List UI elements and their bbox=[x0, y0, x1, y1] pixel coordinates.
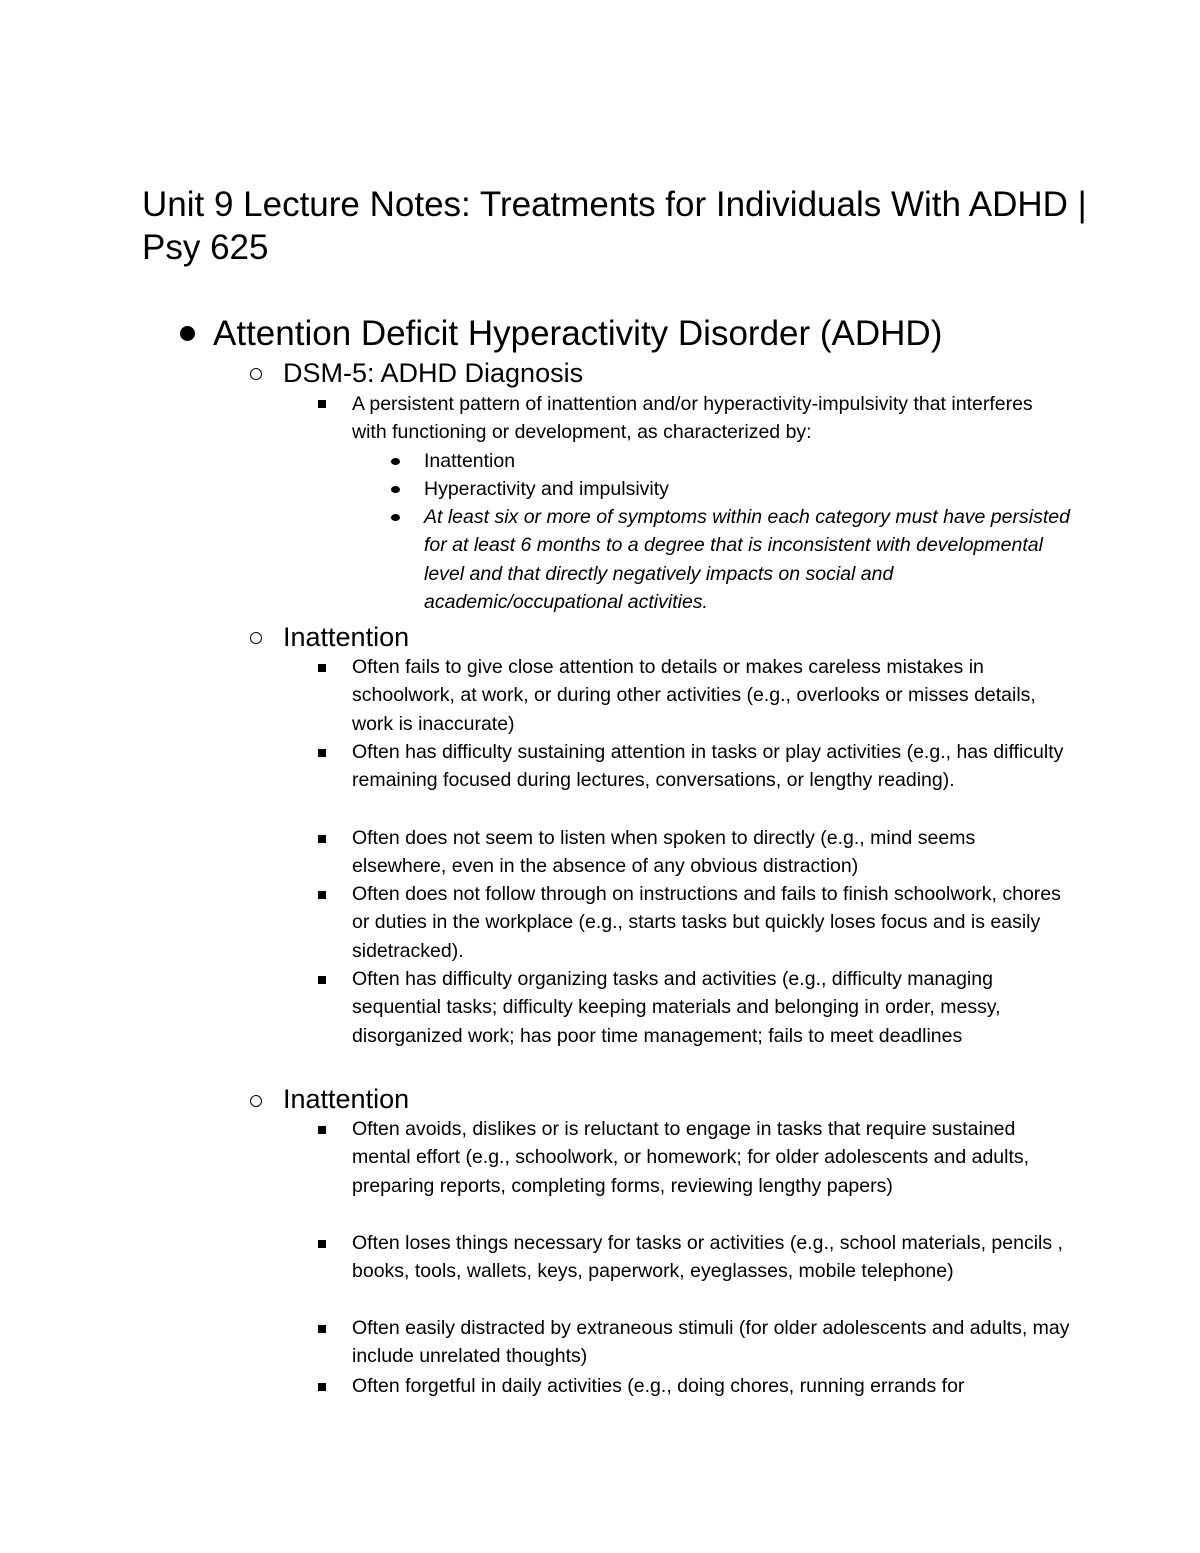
square-bullet-icon bbox=[318, 976, 326, 984]
list-item: Often has difficulty sustaining attention in tasks or play activities (e.g., has difficulty remaining focused during lectures, conversations, or lengthy reading). bbox=[352, 741, 1064, 792]
list-item: A persistent pattern of inattention and/or hyperactivity-impulsivity that interferes with functioning or development, as characterized by: bbox=[352, 393, 1033, 444]
hollow-circle-bullet-icon bbox=[250, 1095, 262, 1107]
list-item: Often fails to give close attention to details or makes careless mistakes in schoolwork, at work, or during other activities (e.g., overlooks or misses details, work is inaccurate) bbox=[352, 656, 1036, 735]
filled-bullet-icon bbox=[391, 458, 400, 465]
hollow-circle-bullet-icon bbox=[250, 632, 262, 644]
list-item: Often does not follow through on instructions and fails to finish schoolwork, chores or duties in the workplace (e.g., starts tasks but quickly loses focus and is easily sidetracked). bbox=[352, 883, 1061, 962]
list-item: Often avoids, dislikes or is reluctant to engage in tasks that require sustained mental effort (e.g., schoolwork, or homework; for older adolescents and adults, preparing reports, completing forms, reviewing lengthy papers) bbox=[352, 1118, 1030, 1197]
sub-list-item: At least six or more of symptoms within each category must have persisted for at least 6 months to a degree that is inconsistent with developmental level and that directly negatively impacts on social and academic/occupational activities. bbox=[424, 506, 1070, 614]
square-bullet-icon bbox=[318, 664, 326, 672]
sub-list-item: Hyperactivity and impulsivity bbox=[424, 478, 669, 500]
section-heading: DSM-5: ADHD Diagnosis bbox=[283, 358, 584, 388]
square-bullet-icon bbox=[318, 1325, 326, 1333]
filled-bullet-icon bbox=[180, 326, 195, 341]
list-item: Often forgetful in daily activities (e.g., doing chores, running errands for bbox=[352, 1375, 965, 1397]
filled-bullet-icon bbox=[391, 514, 400, 521]
list-item: Often has difficulty organizing tasks and activities (e.g., difficulty managing sequential tasks; difficulty keeping materials and belonging in order, messy, disorganized work; has poor time management; fails to meet deadlines bbox=[352, 968, 1001, 1047]
filled-bullet-icon bbox=[391, 486, 400, 493]
square-bullet-icon bbox=[318, 749, 326, 757]
square-bullet-icon bbox=[318, 1383, 326, 1391]
topic-heading: Attention Deficit Hyperactivity Disorder (ADHD) bbox=[213, 314, 943, 353]
square-bullet-icon bbox=[318, 1240, 326, 1248]
list-item: Often loses things necessary for tasks or activities (e.g., school materials, pencils , books, tools, wallets, keys, paperwork, eyeglasses, mobile telephone) bbox=[352, 1232, 1063, 1283]
section-heading: Inattention bbox=[283, 622, 410, 652]
list-item: Often easily distracted by extraneous stimuli (for older adolescents and adults, may include unrelated thoughts) bbox=[352, 1317, 1070, 1368]
section-heading: Inattention bbox=[283, 1084, 410, 1114]
square-bullet-icon bbox=[318, 891, 326, 899]
sub-list-item: Inattention bbox=[424, 450, 516, 472]
square-bullet-icon bbox=[318, 400, 326, 408]
document-title: Unit 9 Lecture Notes: Treatments for Individuals With ADHD | Psy 625 bbox=[142, 185, 1087, 267]
square-bullet-icon bbox=[318, 835, 326, 843]
list-item: Often does not seem to listen when spoken to directly (e.g., mind seems elsewhere, even in the absence of any obvious distraction) bbox=[352, 827, 976, 878]
square-bullet-icon bbox=[318, 1126, 326, 1134]
hollow-circle-bullet-icon bbox=[250, 368, 262, 380]
